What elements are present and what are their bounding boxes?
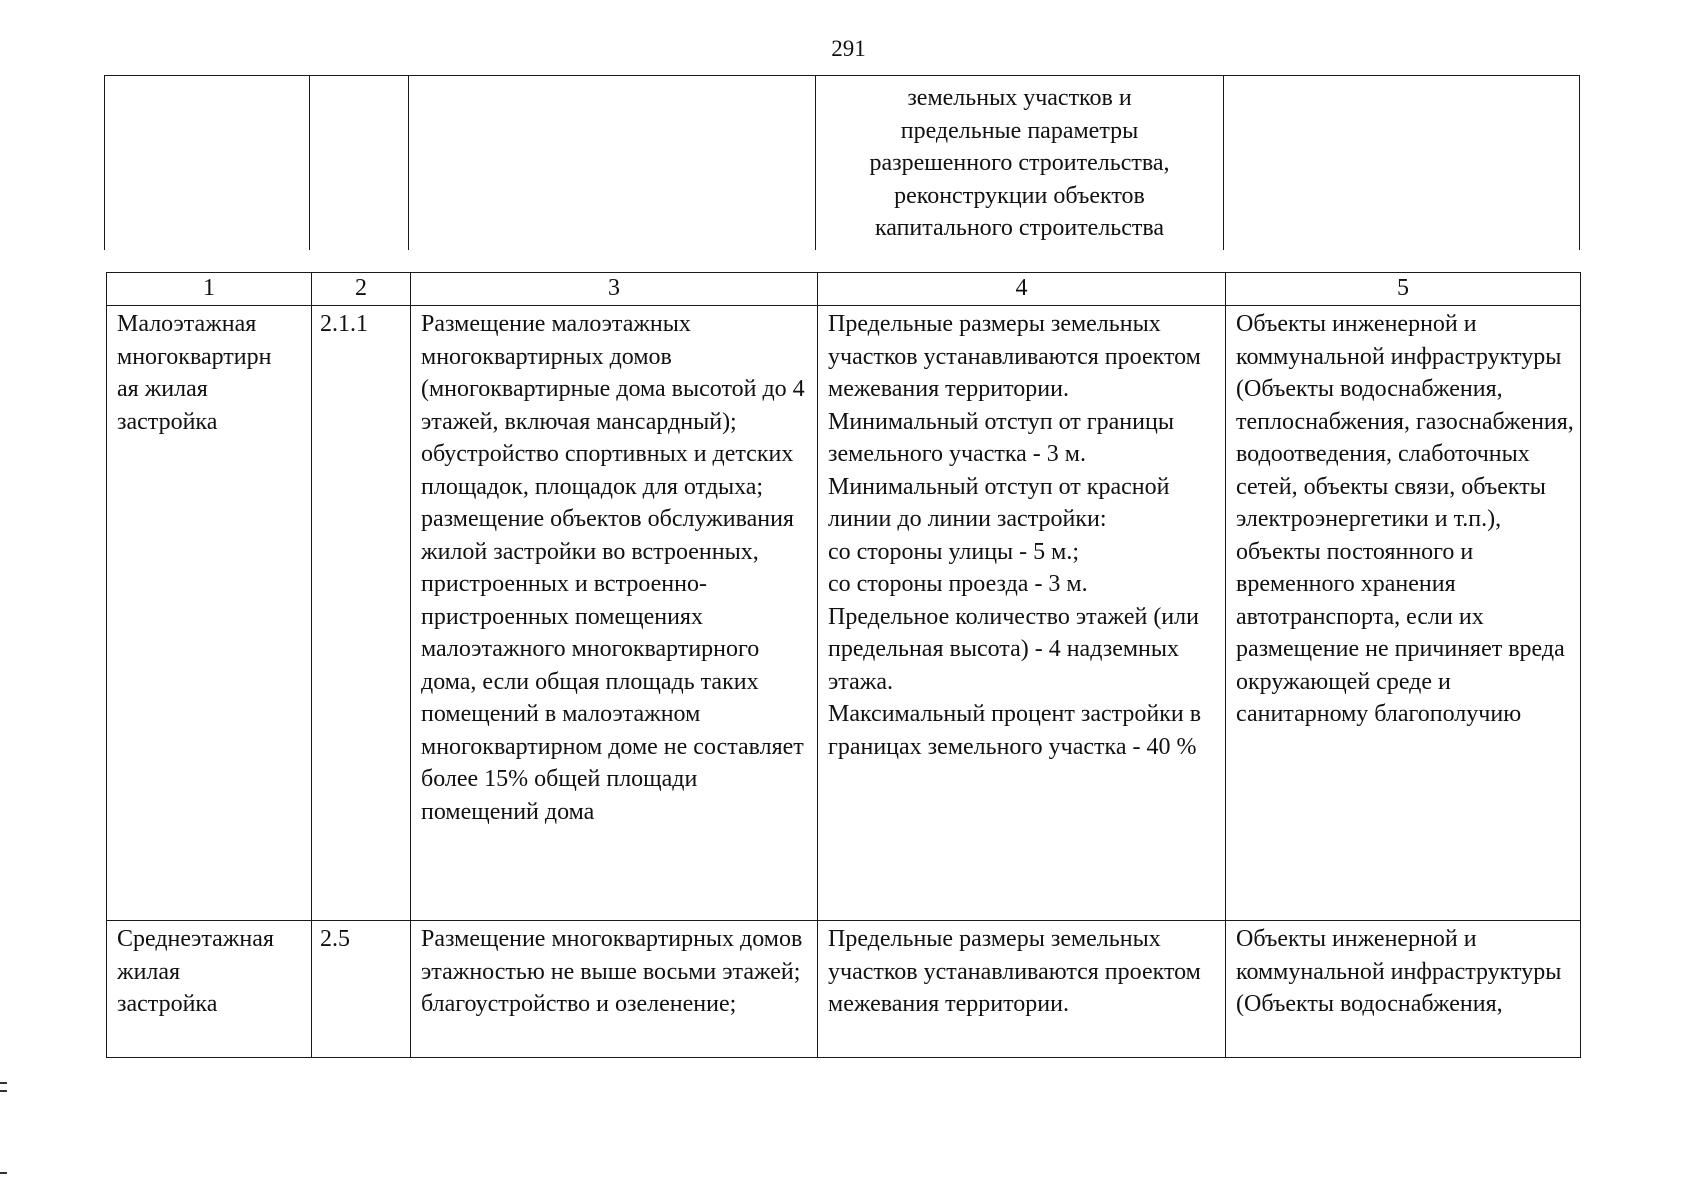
use-code-cell: 2.1.1	[312, 306, 411, 921]
cont-cell-3	[409, 76, 816, 251]
use-description-cell	[411, 306, 818, 921]
table-row	[107, 921, 1581, 1058]
column-number: 4	[818, 273, 1226, 306]
auxiliary-uses-cell	[1226, 306, 1581, 921]
page-number: 291	[831, 36, 866, 61]
zone-name-line: Среднеэтажная	[117, 926, 274, 952]
description-paragraph: обустройство спортивных и детских площадок, площадок для отдыха;	[421, 441, 794, 500]
zone-name-cell	[107, 921, 312, 1058]
table-row	[107, 306, 1581, 921]
cont-header-line: реконструкции объектов	[894, 182, 1145, 209]
cont-header-line: разрешенного строительства,	[869, 150, 1170, 176]
zone-name-line: застройка	[117, 408, 218, 435]
zone-name-line: застройка	[117, 991, 218, 1017]
continuation-header-cell	[816, 76, 1224, 251]
auxiliary-paragraph: Объекты инженерной и коммунальной инфраструктуры (Объекты водоснабжения,	[1236, 926, 1562, 1017]
parameter-paragraph: Минимальный отступ от красной линии до линии застройки:	[828, 473, 1170, 532]
use-code-cell: 2.5	[312, 921, 411, 1058]
parameters-cell	[818, 921, 1226, 1058]
zone-name-line: многоквартирн	[117, 343, 272, 370]
cont-cell-2	[310, 76, 409, 251]
use-description-cell	[411, 921, 818, 1058]
zone-name-line: жилая	[117, 958, 181, 985]
cont-header-line: земельных участков и	[907, 85, 1132, 111]
scan-artifact	[0, 1090, 7, 1092]
zoning-table	[106, 272, 1581, 1058]
description-paragraph: Размещение многоквартирных домов этажностью не выше восьми этажей;	[421, 926, 803, 985]
column-number-row	[107, 273, 1581, 306]
parameter-paragraph: Минимальный отступ от границы земельного участка - 3 м.	[828, 408, 1174, 467]
column-number: 2	[312, 273, 411, 306]
auxiliary-paragraph: Объекты инженерной и коммунальной инфраструктуры (Объекты водоснабжения, теплоснабжения, газоснабжения, водоотведения, слаботочных сетей, объекты связи, объекты электроэнергетики и т.п.), объекты постоянного и временного хранения автотранспорта, если их размещение не причиняет вреда окружающей среде и санитарному благополучию	[1236, 311, 1574, 727]
cont-header-line: капитального строительства	[874, 215, 1165, 241]
cont-cell-5	[1224, 76, 1580, 251]
column-number: 1	[107, 273, 312, 306]
scan-artifact	[0, 1082, 7, 1084]
description-paragraph: благоустройство и озеленение;	[421, 991, 737, 1017]
continuation-table	[104, 75, 1580, 250]
zone-name-line: Малоэтажная	[117, 311, 257, 337]
cont-header-line: предельные параметры	[900, 117, 1139, 144]
column-number: 3	[411, 273, 818, 306]
parameter-paragraph: Максимальный процент застройки в границах земельного участка - 40 %	[828, 701, 1202, 760]
cont-cell-1	[105, 76, 310, 251]
parameters-cell	[818, 306, 1226, 921]
parameter-paragraph: Предельное количество этажей (или предельная высота) - 4 надземных этажа.	[828, 603, 1199, 695]
parameter-paragraph: Предельные размеры земельных участков устанавливаются проектом межевания территории.	[828, 926, 1201, 1017]
column-number: 5	[1226, 273, 1581, 306]
scan-artifact	[0, 1172, 7, 1174]
description-paragraph: размещение объектов обслуживания жилой застройки во встроенных, пристроенных и встроенно-пристроенных помещениях малоэтажного многоквартирного дома, если общая площадь таких помещений в малоэтажном многоквартирном доме не составляет более 15% общей площади помещений дома	[421, 506, 804, 825]
parameter-paragraph: со стороны улицы - 5 м.;	[828, 538, 1080, 565]
description-paragraph: Размещение малоэтажных многоквартирных домов (многоквартирные дома высотой до 4 этажей, включая мансардный);	[421, 311, 805, 435]
parameter-paragraph: со стороны проезда - 3 м.	[828, 571, 1088, 597]
parameter-paragraph: Предельные размеры земельных участков устанавливаются проектом межевания территории.	[828, 311, 1201, 402]
zone-name-line: ая жилая	[117, 376, 208, 402]
zone-name-cell	[107, 306, 312, 921]
auxiliary-uses-cell	[1226, 921, 1581, 1058]
